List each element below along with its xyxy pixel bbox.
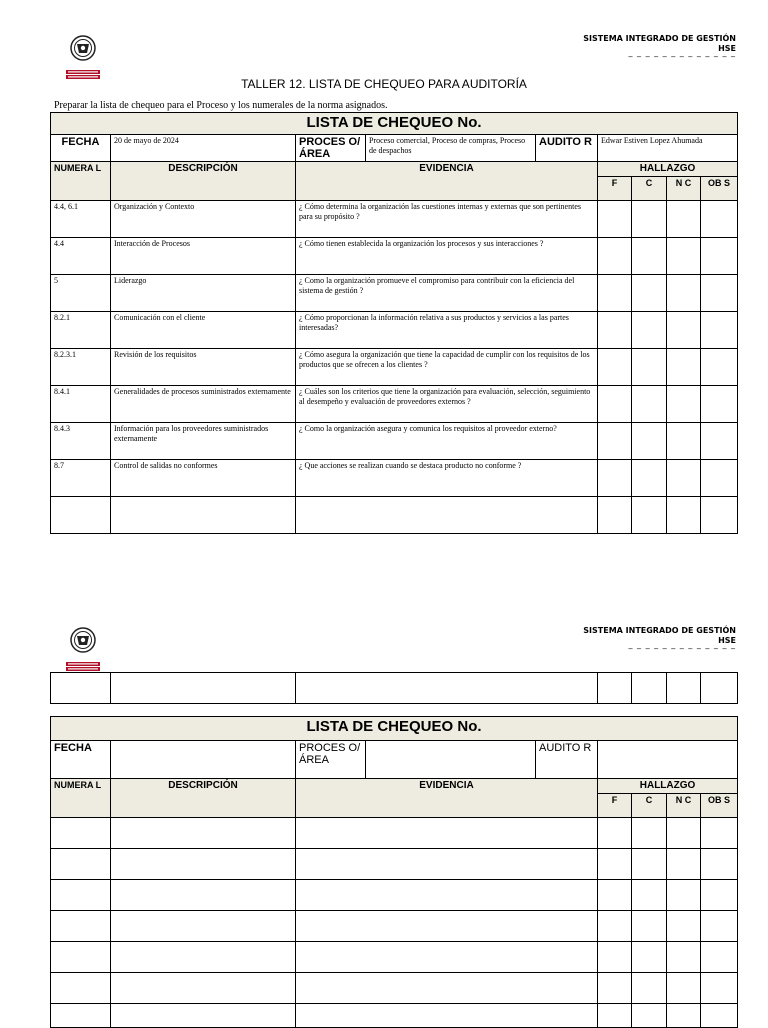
row-obs-cell[interactable]	[701, 349, 738, 386]
table-row	[51, 911, 738, 942]
table-row	[51, 942, 738, 973]
row-descripcion[interactable]	[111, 497, 296, 534]
row-descripcion[interactable]: Generalidades de procesos suministrados externamente	[111, 386, 296, 423]
row-c-cell[interactable]	[632, 497, 667, 534]
row-obs-cell[interactable]	[701, 423, 738, 460]
row-nc-cell[interactable]	[667, 312, 701, 349]
table-row	[51, 423, 738, 460]
page-header-2	[50, 626, 738, 672]
table-row	[51, 849, 738, 880]
row-evidencia[interactable]: ¿ Como la organización asegura y comunica los requisitos al proveedor externo?	[296, 423, 598, 460]
row-descripcion[interactable]: Organización y Contexto	[111, 201, 296, 238]
row-nc-cell[interactable]	[667, 201, 701, 238]
row-c-cell[interactable]	[632, 973, 667, 1004]
proceso-value[interactable]: Proceso comercial, Proceso de compras, Proceso de despachos	[366, 135, 536, 162]
row-c-cell[interactable]	[632, 386, 667, 423]
row-f-cell[interactable]	[598, 942, 632, 973]
stub-evidencia[interactable]	[296, 673, 598, 704]
row-f-cell[interactable]	[598, 275, 632, 312]
row-evidencia[interactable]	[296, 849, 598, 880]
auditor-label: AUDITO R	[536, 135, 598, 162]
col-evidencia-header: EVIDENCIA	[296, 779, 598, 818]
row-obs-cell[interactable]	[701, 973, 738, 1004]
page-header-1	[50, 34, 738, 80]
row-f-cell[interactable]	[598, 911, 632, 942]
table-row	[51, 386, 738, 423]
stub-descripcion[interactable]	[111, 673, 296, 704]
system-title-cutoff	[583, 54, 736, 58]
stub-obs-cell[interactable]	[701, 673, 738, 704]
row-descripcion[interactable]	[111, 911, 296, 942]
col-numeral-header: NUMERA L	[51, 162, 111, 201]
row-nc-cell[interactable]	[667, 275, 701, 312]
row-nc-cell[interactable]	[667, 349, 701, 386]
row-obs-cell[interactable]	[701, 238, 738, 275]
row-f-cell[interactable]	[598, 312, 632, 349]
row-obs-cell[interactable]	[701, 911, 738, 942]
checklist-title: LISTA DE CHEQUEO No.	[51, 113, 738, 135]
row-obs-cell[interactable]	[701, 312, 738, 349]
fecha-label: FECHA	[51, 741, 111, 779]
row-evidencia[interactable]: ¿ Como la organización promueve el compromiso para contribuir con la eficiencia del sistema de gestión ?	[296, 275, 598, 312]
row-nc-cell[interactable]	[667, 849, 701, 880]
row-numeral[interactable]	[51, 497, 111, 534]
col-nc-header: N C	[667, 177, 701, 201]
col-f-header: F	[598, 177, 632, 201]
stub-f-cell[interactable]	[598, 673, 632, 704]
row-f-cell[interactable]	[598, 386, 632, 423]
row-nc-cell[interactable]	[667, 818, 701, 849]
row-numeral[interactable]: 8.4.3	[51, 423, 111, 460]
row-c-cell[interactable]	[632, 911, 667, 942]
system-title-line1: SISTEMA INTEGRADO DE GESTIÓN	[583, 626, 736, 635]
system-title-line1: SISTEMA INTEGRADO DE GESTIÓN	[583, 34, 736, 43]
row-descripcion[interactable]: Interacción de Procesos	[111, 238, 296, 275]
row-nc-cell[interactable]	[667, 911, 701, 942]
row-numeral[interactable]	[51, 880, 111, 911]
row-numeral[interactable]: 8.7	[51, 460, 111, 497]
col-evidencia-header: EVIDENCIA	[296, 162, 598, 201]
proceso-label: PROCES O/ ÁREA	[296, 741, 366, 779]
row-evidencia[interactable]	[296, 942, 598, 973]
row-evidencia[interactable]	[296, 973, 598, 1004]
row-nc-cell[interactable]	[667, 497, 701, 534]
col-hallazgo-header: HALLAZGO	[598, 779, 738, 794]
row-evidencia[interactable]: ¿ Cuáles son los criterios que tiene la organización para evaluación, selección, seguimiento al desempeño y evaluación de proveedores externos ?	[296, 386, 598, 423]
row-obs-cell[interactable]	[701, 275, 738, 312]
stub-c-cell[interactable]	[632, 673, 667, 704]
row-c-cell[interactable]	[632, 849, 667, 880]
stub-numeral[interactable]	[51, 673, 111, 704]
checklist-table-2	[50, 716, 738, 1028]
row-obs-cell[interactable]	[701, 386, 738, 423]
row-f-cell[interactable]	[598, 818, 632, 849]
row-obs-cell[interactable]	[701, 818, 738, 849]
row-f-cell[interactable]	[598, 497, 632, 534]
row-c-cell[interactable]	[632, 201, 667, 238]
row-numeral[interactable]: 4.4	[51, 238, 111, 275]
row-numeral[interactable]: 8.2.1	[51, 312, 111, 349]
row-numeral[interactable]: 5	[51, 275, 111, 312]
system-title-line2: HSE	[718, 44, 736, 53]
col-descripcion-header: DESCRIPCIÓN	[111, 779, 296, 818]
row-nc-cell[interactable]	[667, 880, 701, 911]
row-obs-cell[interactable]	[701, 460, 738, 497]
row-f-cell[interactable]	[598, 423, 632, 460]
row-f-cell[interactable]	[598, 460, 632, 497]
row-evidencia[interactable]: ¿ Cómo tienen establecida la organización los procesos y sus interacciones ?	[296, 238, 598, 275]
bureau-veritas-logo	[66, 626, 100, 672]
row-c-cell[interactable]	[632, 460, 667, 497]
row-evidencia[interactable]	[296, 911, 598, 942]
col-nc-header: N C	[667, 794, 701, 818]
row-obs-cell[interactable]	[701, 942, 738, 973]
row-descripcion[interactable]	[111, 942, 296, 973]
auditor-value[interactable]: Edwar Estiven Lopez Ahumada	[598, 135, 738, 162]
table-row	[51, 818, 738, 849]
row-c-cell[interactable]	[632, 312, 667, 349]
row-f-cell[interactable]	[598, 201, 632, 238]
table-row	[51, 201, 738, 238]
document-title: TALLER 12. LISTA DE CHEQUEO PARA AUDITORÍA	[241, 77, 527, 91]
row-c-cell[interactable]	[632, 238, 667, 275]
row-f-cell[interactable]	[598, 973, 632, 1004]
table-row	[51, 238, 738, 275]
row-descripcion[interactable]: Información para los proveedores suministrados externamente	[111, 423, 296, 460]
checklist-table-1	[50, 112, 738, 534]
proceso-label: PROCES O/ ÁREA	[296, 135, 366, 162]
row-f-cell[interactable]	[598, 849, 632, 880]
row-nc-cell[interactable]	[667, 238, 701, 275]
col-hallazgo-header: HALLAZGO	[598, 162, 738, 177]
table-row	[51, 460, 738, 497]
row-evidencia[interactable]: ¿ Cómo asegura la organización que tiene la capacidad de cumplir con los requisitos de los productos que se ofrecen a los clientes ?	[296, 349, 598, 386]
row-f-cell[interactable]	[598, 880, 632, 911]
row-descripcion[interactable]	[111, 849, 296, 880]
row-numeral[interactable]: 8.2.3.1	[51, 349, 111, 386]
row-nc-cell[interactable]	[667, 386, 701, 423]
row-nc-cell[interactable]	[667, 973, 701, 1004]
row-c-cell[interactable]	[632, 275, 667, 312]
row-descripcion[interactable]: Revisión de los requisitos	[111, 349, 296, 386]
row-obs-cell[interactable]	[701, 497, 738, 534]
row-numeral[interactable]: 8.4.1	[51, 386, 111, 423]
row-descripcion[interactable]: Liderazgo	[111, 275, 296, 312]
table-row	[51, 312, 738, 349]
col-f-header: F	[598, 794, 632, 818]
col-descripcion-header: DESCRIPCIÓN	[111, 162, 296, 201]
bureau-veritas-logo	[66, 34, 100, 80]
row-f-cell[interactable]	[598, 349, 632, 386]
fecha-value[interactable]: 20 de mayo de 2024	[111, 135, 296, 162]
col-obs-header: OB S	[701, 794, 738, 818]
stub-nc-cell[interactable]	[667, 673, 701, 704]
row-evidencia[interactable]: ¿ Cómo determina la organización las cuestiones internas y externas que son pertinentes para su propósito ?	[296, 201, 598, 238]
fecha-label: FECHA	[51, 135, 111, 162]
proceso-value[interactable]	[366, 741, 536, 779]
system-title	[583, 34, 736, 58]
row-c-cell[interactable]	[632, 423, 667, 460]
row-evidencia[interactable]: ¿ Cómo proporcionan la información relativa a sus productos y servicios a las partes interesadas?	[296, 312, 598, 349]
row-c-cell[interactable]	[632, 880, 667, 911]
row-evidencia[interactable]	[296, 818, 598, 849]
table-row	[51, 880, 738, 911]
table-row	[51, 349, 738, 386]
auditor-value[interactable]	[598, 741, 738, 779]
table-row	[51, 275, 738, 312]
system-title-line2: HSE	[718, 636, 736, 645]
row-obs-cell[interactable]	[701, 880, 738, 911]
row-obs-cell[interactable]	[701, 849, 738, 880]
row-numeral[interactable]	[51, 942, 111, 973]
row-numeral[interactable]	[51, 849, 111, 880]
checklist-title: LISTA DE CHEQUEO No.	[51, 717, 738, 741]
row-f-cell[interactable]	[598, 238, 632, 275]
row-descripcion[interactable]: Comunicación con el cliente	[111, 312, 296, 349]
system-title	[583, 626, 736, 650]
row-evidencia[interactable]	[296, 497, 598, 534]
col-c-header: C	[632, 177, 667, 201]
auditor-label: AUDITO R	[536, 741, 598, 779]
row-numeral[interactable]	[51, 973, 111, 1004]
intro-text: Preparar la lista de chequeo para el Proceso y los numerales de la norma asignados.	[54, 100, 388, 111]
row-evidencia[interactable]	[296, 880, 598, 911]
row-numeral[interactable]: 4.4, 6.1	[51, 201, 111, 238]
col-obs-header: OB S	[701, 177, 738, 201]
row-c-cell[interactable]	[632, 349, 667, 386]
row-nc-cell[interactable]	[667, 423, 701, 460]
row-nc-cell[interactable]	[667, 942, 701, 973]
row-numeral[interactable]	[51, 818, 111, 849]
system-title-cutoff	[583, 646, 736, 650]
continuation-row	[50, 672, 738, 704]
fecha-value[interactable]	[111, 741, 296, 779]
row-c-cell[interactable]	[632, 818, 667, 849]
col-numeral-header: NUMERA L	[51, 779, 111, 818]
table-row	[51, 497, 738, 534]
row-descripcion[interactable]	[111, 818, 296, 849]
row-descripcion[interactable]	[111, 880, 296, 911]
row-c-cell[interactable]	[632, 942, 667, 973]
row-obs-cell[interactable]	[701, 201, 738, 238]
row-evidencia[interactable]: ¿ Que acciones se realizan cuando se destaca producto no conforme ?	[296, 460, 598, 497]
table-row	[51, 973, 738, 1004]
row-descripcion[interactable]: Control de salidas no conformes	[111, 460, 296, 497]
row-descripcion[interactable]	[111, 973, 296, 1004]
row-numeral[interactable]	[51, 911, 111, 942]
row-nc-cell[interactable]	[667, 460, 701, 497]
col-c-header: C	[632, 794, 667, 818]
